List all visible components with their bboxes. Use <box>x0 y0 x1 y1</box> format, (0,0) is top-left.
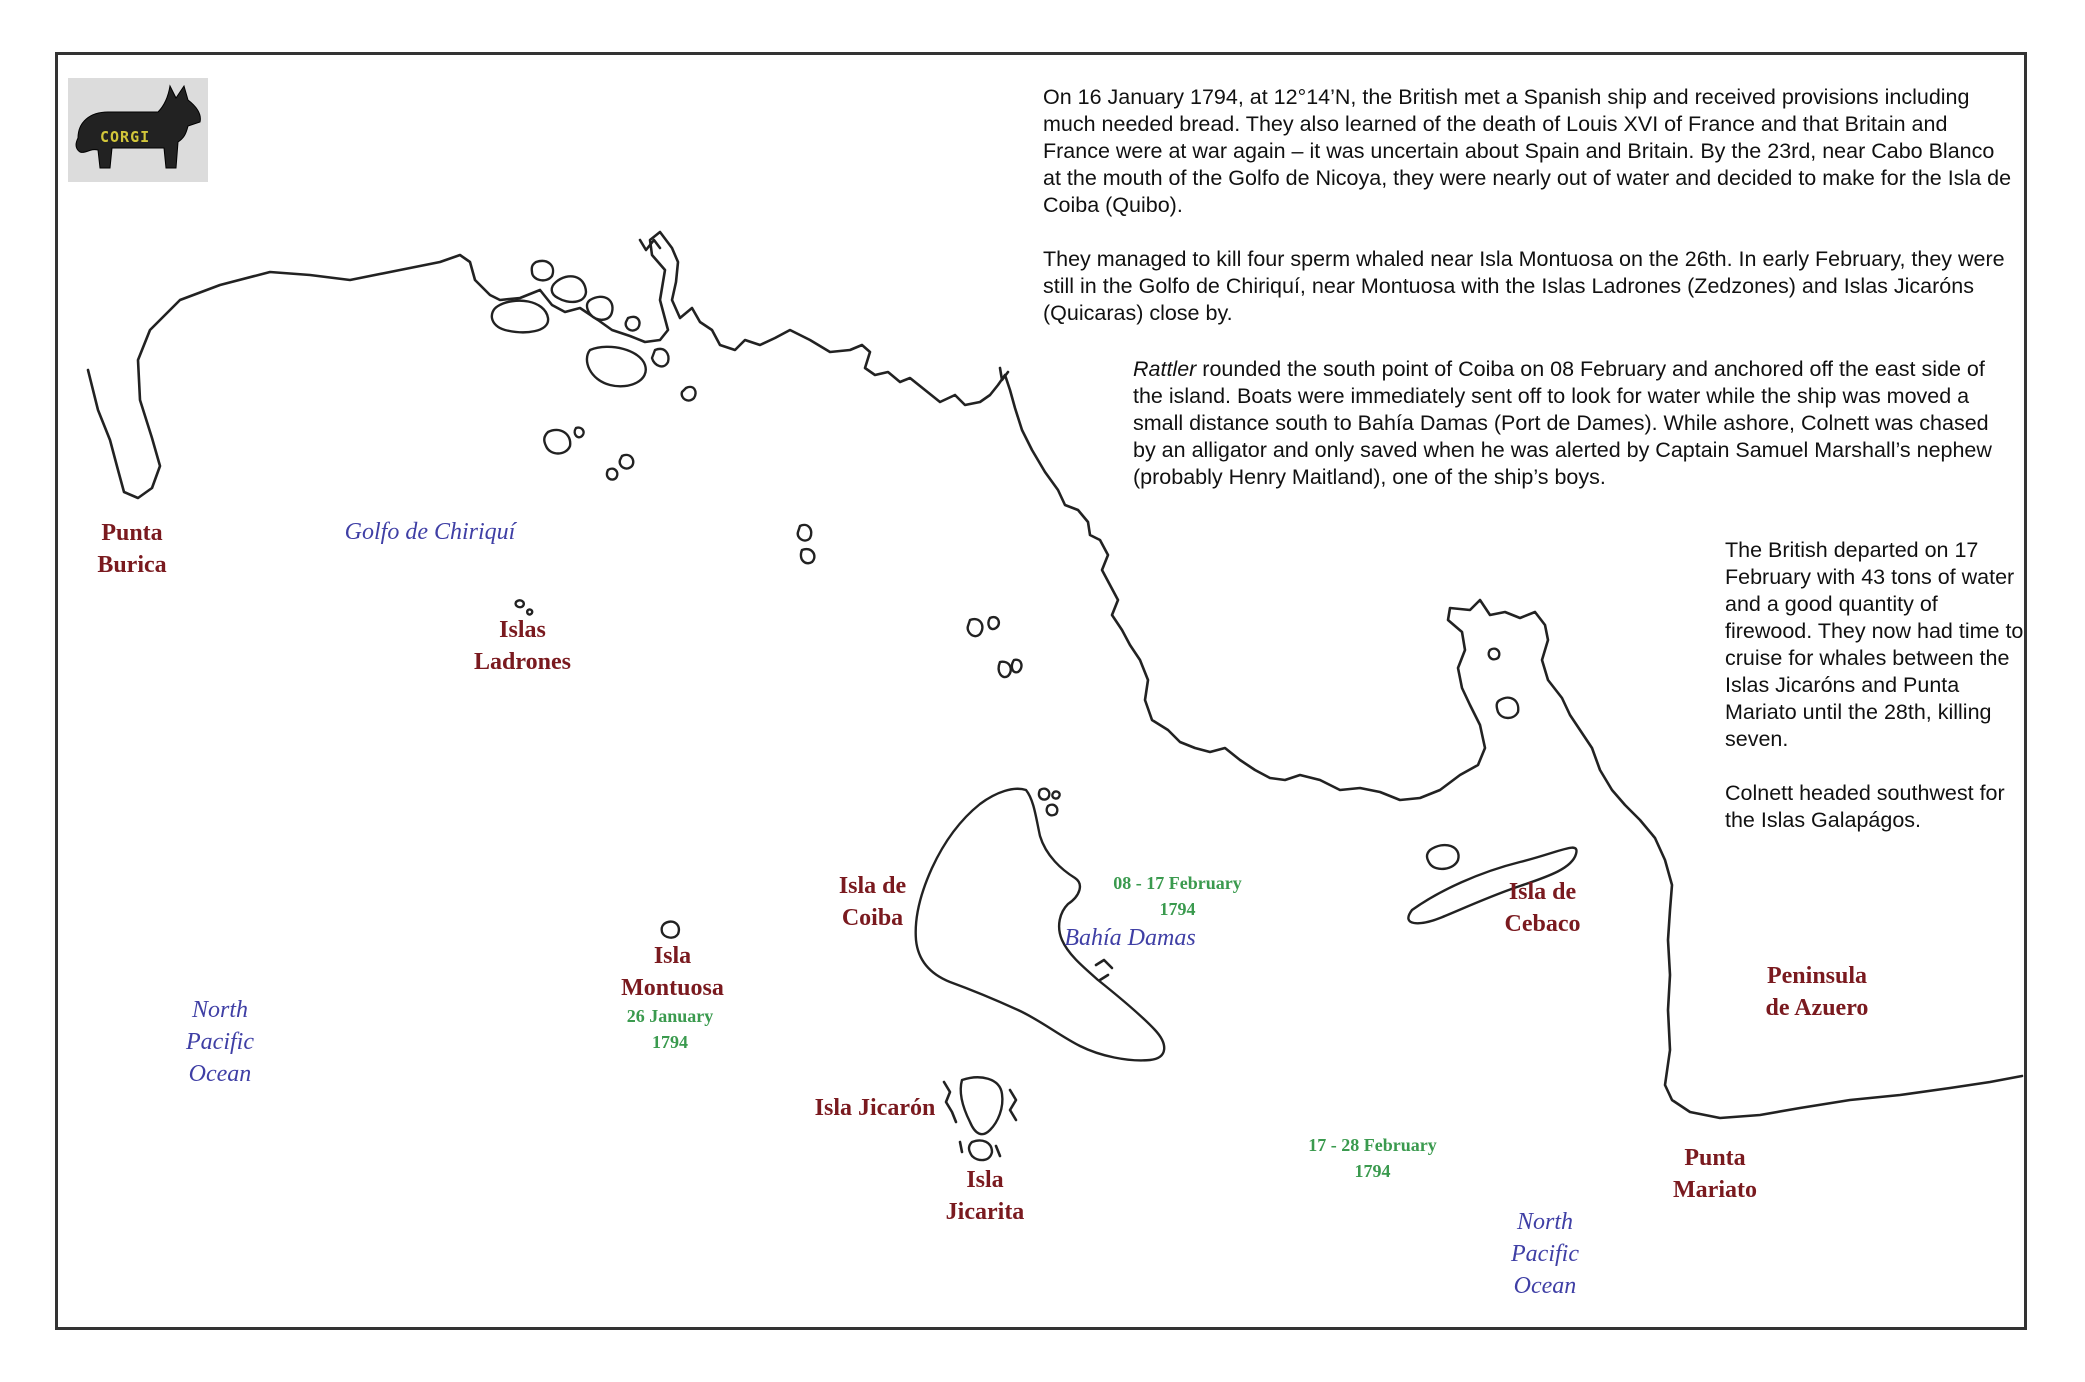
label-line: Pacific <box>186 1029 254 1055</box>
coiba-islet-1 <box>1039 789 1049 800</box>
island-northwest-2 <box>552 276 586 302</box>
label-bahia-damas: Bahía Damas <box>1064 925 1196 951</box>
gulf-islet-east <box>1497 698 1519 718</box>
label-line: 17 - 28 February <box>1308 1135 1437 1155</box>
narrative-paragraph-2: They managed to kill four sperm whaled near Isla Montuosa on the 26th. In early February, they were still in the Golfo de Chiriquí, near Montuosa with the Islas Ladrones (Zedzones) and Islas Jicaróns (Quicaras) close by. <box>1043 247 2005 325</box>
label-line: 26 January <box>626 1006 714 1026</box>
island-northwest-3 <box>532 261 553 280</box>
island-mid-2 <box>607 469 617 480</box>
label-north-pacific-west <box>170 994 270 1090</box>
logo-text: CORGI <box>100 128 151 146</box>
narrative-paragraph-5: Colnett headed southwest for the Islas Galapágos. <box>1725 781 2005 832</box>
cebaco-islet <box>1427 845 1459 869</box>
label-punta-mariato <box>1665 1142 1765 1206</box>
corgi-logo <box>68 78 208 182</box>
label-line: Isla de <box>838 873 907 899</box>
island-central-5 <box>999 662 1011 677</box>
isla-jicaron-shape <box>961 1077 1003 1134</box>
label-line: Peninsula <box>1766 963 1868 989</box>
island-central-3 <box>968 619 983 636</box>
narrative-paragraph-4: The British departed on 17 February with 43 tons of water and a good quantity of firewood. They now had time to cruise for whales between the Islas Jicaróns and Punta Mariato until the 28th, killing seven. <box>1725 538 2024 751</box>
label-line: Jicarita <box>945 1199 1025 1225</box>
jicaron-reef-right <box>1010 1090 1016 1120</box>
island-north-small-1 <box>652 349 668 366</box>
label-line: Ocean <box>188 1061 252 1087</box>
gulf-islet-east-2 <box>1489 649 1500 660</box>
label-line: Coiba <box>841 905 904 931</box>
label-line: North <box>1516 1209 1573 1235</box>
island-west-small <box>575 428 584 438</box>
island-central-4 <box>988 617 998 629</box>
label-line: Isla <box>653 943 692 969</box>
label-isla-de-coiba <box>820 870 925 934</box>
island-west-group <box>544 430 570 454</box>
label-line: Ladrones <box>474 649 571 675</box>
date-montuosa <box>605 1003 735 1055</box>
label-line: Cebaco <box>1504 911 1581 937</box>
label-isla-jicaron: Isla Jicarón <box>814 1095 936 1121</box>
coiba-islet-3 <box>1052 791 1059 798</box>
label-line: Ocean <box>1513 1273 1577 1299</box>
island-northwest-1 <box>492 301 548 333</box>
label-line: North <box>191 997 248 1023</box>
island-central-1 <box>798 525 812 541</box>
coiba-shoreline-detail <box>1096 960 1112 980</box>
label-line: 1794 <box>1159 899 1196 919</box>
label-line: Mariato <box>1673 1177 1757 1203</box>
label-islas-ladrones <box>460 614 585 678</box>
label-golfo-de-chiriqui: Golfo de Chiriquí <box>344 519 516 545</box>
label-line: 1794 <box>1354 1161 1391 1181</box>
label-line: Isla <box>966 1167 1004 1193</box>
label-line: de Azuero <box>1765 995 1869 1021</box>
label-north-pacific-east <box>1495 1206 1595 1302</box>
label-isla-jicarita <box>935 1164 1035 1228</box>
label-peninsula-de-azuero <box>1752 960 1882 1024</box>
label-isla-de-cebaco <box>1490 876 1595 940</box>
narrative-paragraph-3-text: rounded the south point of Coiba on 08 February and anchored off the east side of the island. Boats were immediately sent off to look for water while the ship was moved a small distance south to Bahía Damas (Port de Dames). While ashore, Colnett was chased by an alligator and only saved when he was alerted by Captain Samuel Marshall’s nephew (probably Henry Maitland), one of the ship’s boys. <box>1133 357 1992 489</box>
island-central-6 <box>1012 660 1022 673</box>
islas-ladrones-shape <box>516 600 533 614</box>
label-line: Punta <box>1684 1145 1746 1171</box>
label-line: 08 - 17 February <box>1113 873 1242 893</box>
label-line: Islas <box>499 617 546 643</box>
isla-montuosa-shape <box>662 922 679 938</box>
island-north-small-2 <box>682 387 696 401</box>
label-punta-burica <box>82 517 182 581</box>
date-cruise <box>1290 1132 1455 1184</box>
coiba-islet-2 <box>1047 805 1058 816</box>
ship-name: Rattler <box>1133 357 1197 381</box>
date-coiba <box>1095 870 1260 922</box>
island-north-small-3 <box>626 317 640 331</box>
label-line: 1794 <box>652 1032 688 1052</box>
label-line: Isla de <box>1508 879 1577 905</box>
island-northwest-4 <box>587 297 612 320</box>
jicaron-reef-left <box>944 1082 956 1122</box>
label-line: Pacific <box>1511 1241 1579 1267</box>
label-line: Burica <box>97 552 167 578</box>
label-isla-montuosa <box>605 940 740 1004</box>
label-line: Punta <box>101 520 163 546</box>
island-mid-1 <box>620 455 634 469</box>
island-central-2 <box>801 549 814 563</box>
narrative-paragraph-3 <box>1133 356 2013 491</box>
island-north-central <box>587 347 646 386</box>
isla-jicarita-shape <box>969 1140 992 1160</box>
narrative-paragraph-1: On 16 January 1794, at 12°14’N, the British met a Spanish ship and received provisions including much needed bread. They also learned of the death of Louis XVI of France and that Britain and France were at war again – it was uncertain about Spain and Britain. By the 23rd, near Cabo Blanco at the mouth of the Golfo de Nicoya, they were nearly out of water and decided to make for the Isla de Coiba (Quibo). <box>1043 85 2012 217</box>
label-line: Montuosa <box>621 975 724 1001</box>
